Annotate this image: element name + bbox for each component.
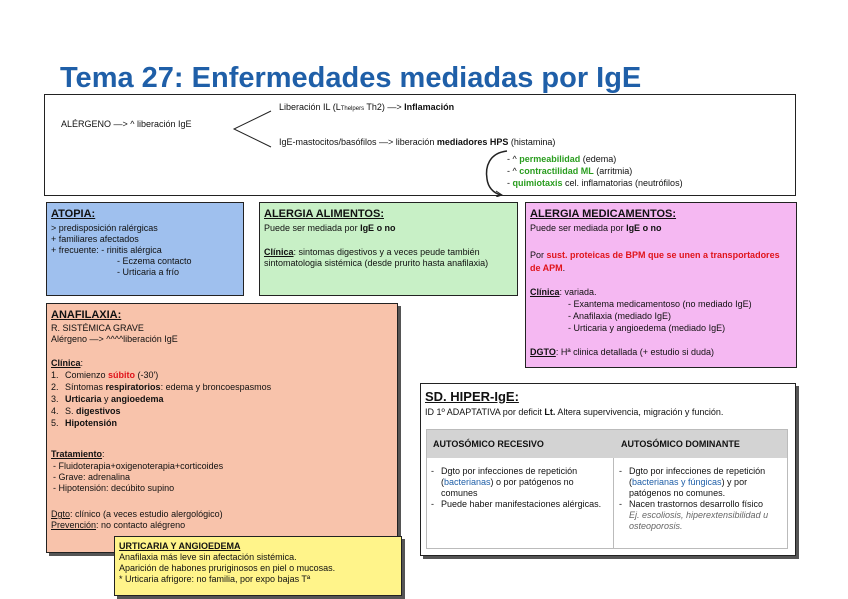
medicamentos-clinica-item: - Exantema medicamentoso (no mediado IgE)	[568, 299, 752, 309]
tratamiento-item: - Hipotensión: decúbito supino	[53, 483, 175, 493]
atopia-line: - Eczema contacto	[117, 256, 192, 266]
alimentos-intro: Puede ser mediada por IgE o no	[264, 223, 396, 233]
effect-quimiotaxis: - quimiotaxis cel. inflamatorias (neutrófilos)	[507, 178, 683, 188]
medicamentos-dgto: DGTO: Hª clinica detallada (+ estudio si duda)	[530, 347, 715, 357]
anafilaxia-item: 3. Urticaria y angioedema	[51, 394, 164, 404]
medicamentos-clinica-item: - Anafilaxia (mediado IgE)	[568, 311, 672, 321]
anafilaxia-prevencion: Prevención: no contacto alégreno	[51, 520, 186, 530]
anafilaxia-item: 1. Comienzo súbito (-30')	[51, 370, 159, 380]
allergen-text: ALÉRGENO —> ^ liberación IgE	[61, 119, 192, 129]
list-item: - Dgto por infecciones de repetición (bacterianas y fúngicas) y por patógenos no comunes.	[619, 466, 766, 498]
anafilaxia-item: 5. Hipotensión	[51, 418, 117, 428]
urticaria-box	[114, 536, 402, 596]
tratamiento-item: - Fluidoterapia+oxigenoterapia+corticoides	[53, 461, 224, 471]
table-cell-dominante	[619, 466, 785, 532]
alergia-alimentos-box	[259, 202, 518, 296]
table-cell-recesivo	[431, 466, 605, 510]
anafilaxia-tratamiento-label: Tratamiento:	[51, 449, 105, 459]
urticaria-line: Anafilaxia más leve sin afectación sistémica.	[119, 552, 297, 562]
atopia-line: + frecuente: - rinitis alérgica	[51, 245, 162, 255]
urticaria-line: * Urticaria afrigore: no familia, por expo bajas Tª	[119, 574, 311, 584]
atopia-line: - Urticaria a frío	[117, 267, 180, 277]
medicamentos-intro: Puede ser mediada por IgE o no	[530, 223, 662, 233]
anafilaxia-sub: R. SISTÉMICA GRAVE	[51, 323, 144, 333]
table-divider	[613, 458, 614, 548]
alergia-medicamentos-box	[525, 202, 797, 368]
effect-contractilidad: - ^ contractilidad ML (arritmia)	[507, 166, 633, 176]
medicamentos-mechanism: Por sust. proteicas de BPM que se unen a transportadores de APM.	[530, 250, 780, 273]
list-item: - Puede haber manifestaciones alérgicas.	[431, 499, 602, 509]
list-item: - Dgto por infecciones de repetición (bacterianas) o por patógenos no comunes	[431, 466, 578, 498]
anafilaxia-heading: ANAFILAXIA:	[51, 309, 122, 321]
tratamiento-item: - Grave: adrenalina	[53, 472, 131, 482]
anafilaxia-sub: Alérgeno —> ^^^^liberación IgE	[51, 334, 178, 344]
medicamentos-clinica-item: - Urticaria y angioedema (mediado IgE)	[568, 323, 726, 333]
alimentos-heading: ALERGIA ALIMENTOS:	[264, 208, 384, 220]
anafilaxia-box	[46, 303, 398, 553]
atopia-heading: ATOPIA:	[51, 208, 96, 220]
hiper-ige-desc: ID 1º ADAPTATIVA por deficit Lt. Altera supervivencia, migración y función.	[425, 407, 724, 417]
urticaria-heading: URTICARIA Y ANGIOEDEMA	[119, 541, 241, 551]
page-title: Tema 27: Enfermedades mediadas por IgE	[60, 62, 642, 94]
atopia-line: + familiares afectados	[51, 234, 139, 244]
path-inflammation: Liberación IL (LThelpers Th2) —> Inflamación	[279, 102, 455, 112]
alimentos-clinica: Clínica: sintomas digestivos y a veces peude también sintomatologia sistémica (desde prurito hasta anafilaxia)	[264, 247, 489, 268]
anafilaxia-clinica-label: Clínica:	[51, 358, 84, 368]
table-header-cell: AUTOSÓMICO DOMINANTE	[621, 439, 740, 449]
table-header-cell: AUTOSÓMICO RECESIVO	[433, 439, 544, 449]
medicamentos-clinica: Clínica: variada.	[530, 287, 597, 297]
anafilaxia-item: 2. Síntomas respiratorios: edema y broncoespasmos	[51, 382, 272, 392]
atopia-box	[46, 202, 244, 296]
urticaria-line: Aparición de habones pruriginosos en piel o mucosas.	[119, 563, 336, 573]
path-mediators: IgE-mastocitos/basófilos —> liberación mediadores HPS (histamina)	[279, 137, 556, 147]
hiper-ige-table	[426, 429, 788, 549]
hiper-ige-box	[420, 383, 796, 556]
effect-permeabilidad: - ^ permeabilidad (edema)	[507, 154, 617, 164]
anafilaxia-dgto: Dgto: clínico (a veces estudio alergológico)	[51, 509, 223, 519]
medicamentos-heading: ALERGIA MEDICAMENTOS:	[530, 208, 677, 220]
hiper-ige-heading: SD. HIPER-IgE:	[425, 389, 519, 404]
list-item: - Nacen trastornos desarrollo físico Ej. escoliosis, hiperextensibilidad u osteoporosis.	[619, 499, 769, 531]
mechanism-box	[44, 94, 796, 196]
anafilaxia-item: 4. S. digestivos	[51, 406, 121, 416]
atopia-line: > predisposición ralérgicas	[51, 223, 158, 233]
